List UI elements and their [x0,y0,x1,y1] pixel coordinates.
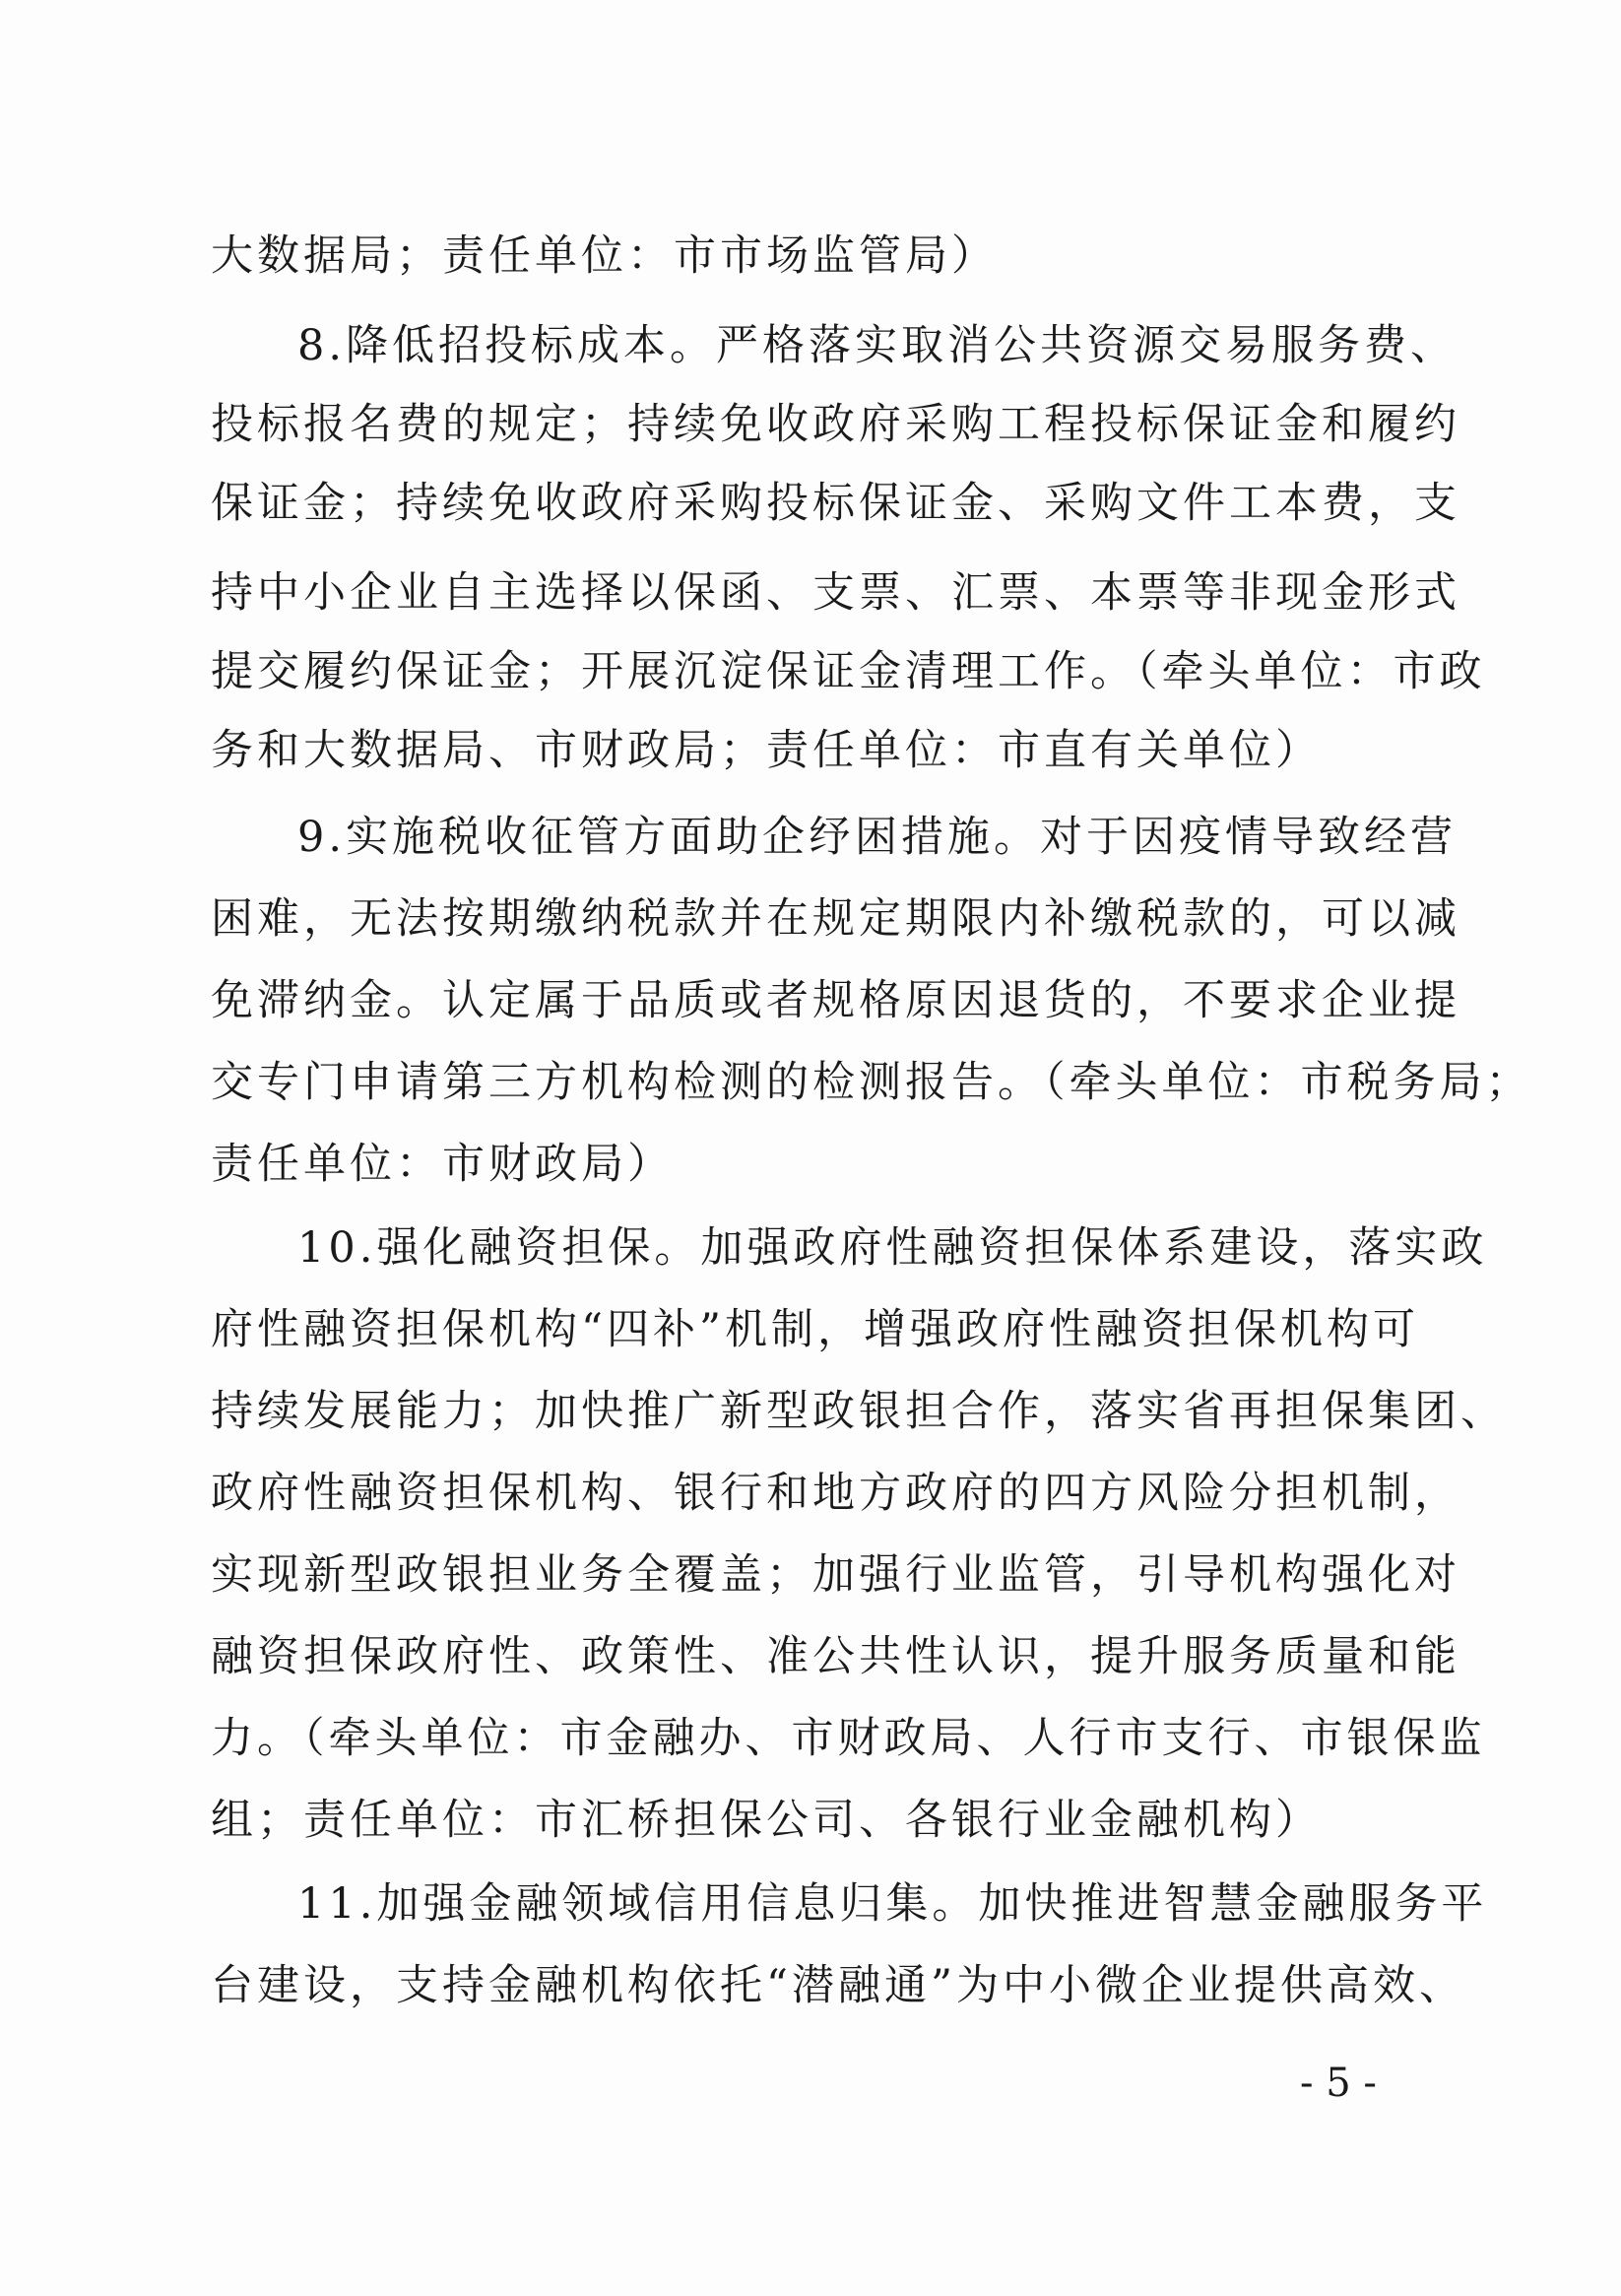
text-line-11: 交专门申请第三方机构检测的检测报告。（牵头单位：市税务局； [211,1058,1532,1107]
text-line-10: 免滞纳金。认定属于品质或者规格原因退货的，不要求企业提 [211,976,1460,1025]
text-line-18: 融资担保政府性、政策性、准公共性认识，提升服务质量和能 [211,1632,1460,1681]
text-line-2: 8.降低招投标成本。严格落实取消公共资源交易服务费、 [297,321,1458,370]
text-line-5: 持中小企业自主选择以保函、支票、汇票、本票等非现金形式 [211,568,1460,618]
text-line-1: 大数据局；责任单位：市市场监管局） [211,231,998,281]
text-line-13: 10.强化融资担保。加强政府性融资担保体系建设，落实政 [297,1223,1488,1273]
text-line-3: 投标报名费的规定；持续免收政府采购工程投标保证金和履约 [211,400,1460,449]
text-line-4: 保证金；持续免收政府采购投标保证金、采购文件工本费，支 [211,479,1460,528]
text-line-15: 持续发展能力；加快推广新型政银担合作，落实省再担保集团、 [211,1387,1507,1436]
text-line-12: 责任单位：市财政局） [211,1140,674,1189]
text-line-17: 实现新型政银担业务全覆盖；加强行业监管，引导机构强化对 [211,1550,1460,1600]
text-line-6: 提交履约保证金；开展沉淀保证金清理工作。（牵头单位：市政 [211,647,1486,696]
text-line-20: 组；责任单位：市汇桥担保公司、各银行业金融机构） [211,1796,1322,1845]
text-line-14: 府性融资担保机构“四补”机制，增强政府性融资担保机构可 [211,1305,1419,1354]
text-line-9: 困难，无法按期缴纳税款并在规定期限内补缴税款的，可以减 [211,894,1460,944]
page-number: - 5 - [1300,2061,1377,2106]
text-line-22: 台建设，支持金融机构依托“潜融通”为中小微企业提供高效、 [211,1961,1465,2010]
text-line-21: 11.加强金融领域信用信息归集。加快推进智慧金融服务平 [297,1879,1488,1929]
text-line-16: 政府性融资担保机构、银行和地方政府的四方风险分担机制， [211,1469,1460,1518]
text-line-8: 9.实施税收征管方面助企纾困措施。对于因疫情导致经营 [297,813,1458,862]
text-line-19: 力。（牵头单位：市金融办、市财政局、人行市支行、市银保监 [211,1714,1486,1763]
text-line-7: 务和大数据局、市财政局；责任单位：市直有关单位） [211,726,1322,775]
